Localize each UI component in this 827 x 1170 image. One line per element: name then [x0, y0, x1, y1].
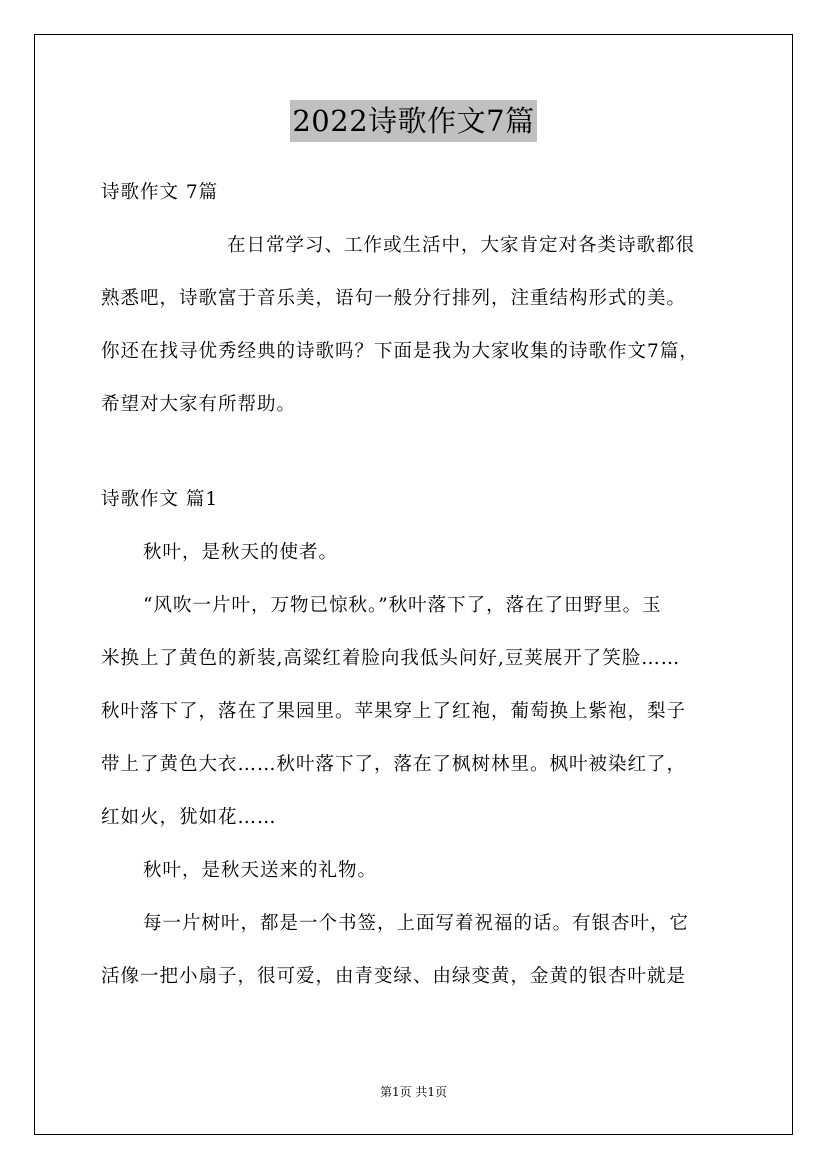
body-paragraph-4-line-2: 活像一把小扇子，很可爱，由青变绿、由绿变黄，金黄的银杏叶就是: [101, 966, 687, 987]
page-footer: 第1页 共1页: [379, 1085, 448, 1099]
title-container: [0, 100, 827, 142]
body-paragraph-4-line-1: 每一片树叶，都是一个书签，上面写着祝福的话。有银杏叶，它: [143, 913, 690, 934]
document-body: [101, 174, 731, 996]
document-subtitle: 诗歌作文 7篇: [101, 182, 219, 203]
section-heading: 诗歌作文 篇1: [101, 489, 219, 510]
intro-line-2: 熟悉吧，诗歌富于音乐美，语句一般分行排列，注重结构形式的美。: [101, 288, 687, 309]
intro-line-4: 希望对大家有所帮助。: [101, 394, 297, 415]
body-paragraph-2-line-5: 红如火，犹如花……: [101, 807, 277, 828]
body-paragraph-2-line-3: 秋叶落下了，落在了果园里。苹果穿上了红袍，葡萄换上紫袍，梨子: [101, 701, 687, 722]
document-title: 2022诗歌作文7篇: [290, 100, 536, 142]
body-paragraph-2-line-1: “风吹一片叶，万物已惊秋。”秋叶落下了，落在了田野里。玉: [143, 595, 662, 616]
body-paragraph-2-line-4: 带上了黄色大衣……秋叶落下了，落在了枫树林里。枫叶被染红了，: [101, 754, 687, 775]
body-paragraph-2-line-2: 米换上了黄色的新装,高粱红着脸向我低头问好,豆荚展开了笑脸……: [101, 648, 681, 669]
intro-line-1: 在日常学习、工作或生活中，大家肯定对各类诗歌都很: [227, 235, 696, 256]
body-paragraph-3: 秋叶，是秋天送来的礼物。: [143, 860, 378, 881]
intro-line-3: 你还在找寻优秀经典的诗歌吗？下面是我为大家收集的诗歌作文7篇，: [101, 341, 699, 362]
body-paragraph-1: 秋叶，是秋天的使者。: [143, 542, 339, 563]
